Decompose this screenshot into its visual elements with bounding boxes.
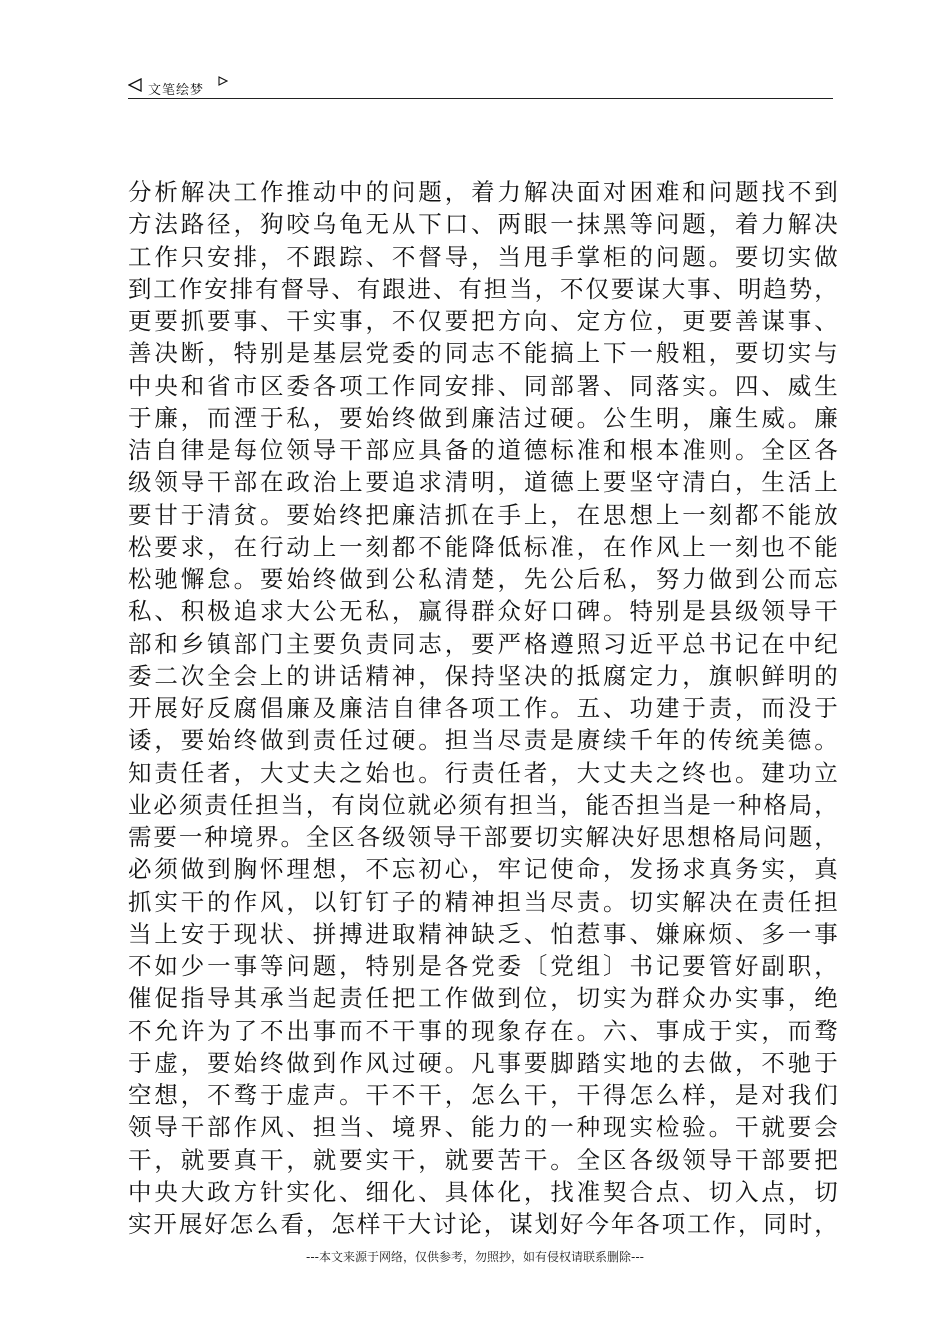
text-line: 需要一种境界。全区各级领导干部要切实解决好思想格局问题， xyxy=(128,823,838,851)
text-line: 部和乡镇部门主要负责同志，要严格遵照习近平总书记在中纪 xyxy=(128,629,838,658)
body-text xyxy=(128,176,838,1240)
text-line: 抓实干的作风，以钉钉子的精神担当尽责。切实解决在责任担 xyxy=(128,887,838,916)
triangle-right-icon xyxy=(218,75,228,90)
text-line: 于虚，要始终做到作风过硬。凡事要脚踏实地的去做，不驰于 xyxy=(128,1048,838,1077)
text-line: 松要求，在行动上一刻都不能降低标准，在作风上一刻也不能 xyxy=(128,532,838,561)
page-header xyxy=(128,74,833,99)
text-line: 不如少一事等问题，特别是各党委〔党组〕书记要管好副职， xyxy=(128,952,838,980)
text-line: 实开展好怎么看，怎样干大讨论，谋划好今年各项工作，同时， xyxy=(128,1210,838,1238)
text-line: 委二次全会上的讲话精神，保持坚决的抵腐定力，旗帜鲜明的 xyxy=(128,661,838,690)
text-line: 干，就要真干，就要实干，就要苦干。全区各级领导干部要把 xyxy=(128,1145,838,1174)
text-line: 松驰懈怠。要始终做到公私清楚，先公后私，努力做到公而忘 xyxy=(128,565,838,593)
text-line: 到工作安排有督导、有跟进、有担当，不仅要谋大事、明趋势， xyxy=(128,274,838,303)
text-line: 知责任者，大丈夫之始也。行责任者，大丈夫之终也。建功立 xyxy=(128,758,838,787)
text-line: 业必须责任担当，有岗位就必须有担当，能否担当是一种格局， xyxy=(128,790,838,819)
text-line: 要甘于清贫。要始终把廉洁抓在手上，在思想上一刻都不能放 xyxy=(128,500,838,529)
text-line: 空想，不骛于虚声。干不干，怎么干，干得怎么样，是对我们 xyxy=(128,1081,838,1109)
text-line: 开展好反腐倡廉及廉洁自律各项工作。五、功建于责，而没于 xyxy=(128,694,838,722)
text-line: 工作只安排，不跟踪、不督导，当甩手掌柜的问题。要切实做 xyxy=(128,242,838,271)
text-line: 领导干部作风、担当、境界、能力的一种现实检验。干就要会 xyxy=(128,1113,838,1142)
header-brand: 文笔绘梦 xyxy=(148,83,205,98)
text-line: 善决断，特别是基层党委的同志不能搞上下一般粗，要切实与 xyxy=(128,339,838,368)
text-line: 当上安于现状、拼搏进取精神缺乏、怕惹事、嫌麻烦、多一事 xyxy=(128,919,838,948)
text-line: 级领导干部在政治上要追求清明，道德上要坚守清白，生活上 xyxy=(128,468,838,497)
footer-notice: ---本文来源于网络，仅供参考，勿照抄，如有侵权请联系删除--- xyxy=(306,1250,644,1264)
text-line: 必须做到胸怀理想，不忘初心，牢记使命，发扬求真务实，真 xyxy=(128,855,838,884)
text-line: 洁自律是每位领导干部应具备的道德标准和根本准则。全区各 xyxy=(128,436,838,464)
text-line: 私、积极追求大公无私，赢得群众好口碑。特别是县级领导干 xyxy=(128,597,838,626)
text-line: 催促指导其承当起责任把工作做到位，切实为群众办实事，绝 xyxy=(128,984,838,1013)
text-line: 分析解决工作推动中的问题，着力解决面对困难和问题找不到 xyxy=(128,178,838,206)
text-line: 不允许为了不出事而不干事的现象存在。六、事成于实，而骛 xyxy=(128,1016,838,1045)
text-line: 更要抓要事、干实事，不仅要把方向、定方位，更要善谋事、 xyxy=(128,307,838,335)
text-line: 于廉，而湮于私，要始终做到廉洁过硬。公生明，廉生威。廉 xyxy=(128,403,838,432)
text-line: 方法路径，狗咬乌龟无从下口、两眼一抹黑等问题，着力解决 xyxy=(128,210,838,239)
text-line: 中央和省市区委各项工作同安排、同部署、同落实。四、威生 xyxy=(128,371,838,400)
text-line: 诿，要始终做到责任过硬。担当尽责是赓续千年的传统美德。 xyxy=(128,726,838,755)
text-line: 中央大政方针实化、细化、具体化，找准契合点、切入点，切 xyxy=(128,1177,838,1206)
triangle-left-icon xyxy=(128,78,142,96)
